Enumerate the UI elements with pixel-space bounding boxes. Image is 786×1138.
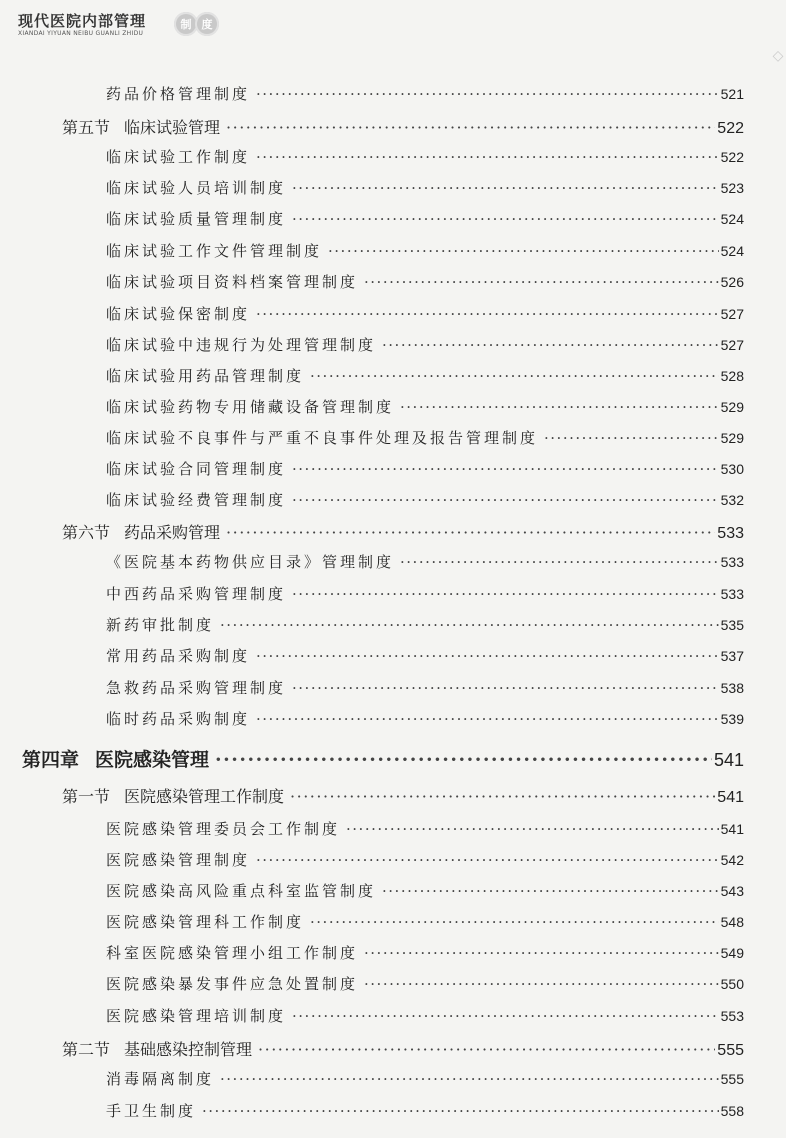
toc-page-number: 528 [720, 368, 744, 384]
toc-title-text: 手卫生制度 [106, 1102, 197, 1120]
toc-title [62, 784, 284, 807]
toc-section-heading [62, 115, 744, 138]
toc-page-number: 527 [720, 337, 744, 353]
dot-leader [202, 1102, 719, 1120]
toc-page-number: 530 [720, 461, 744, 477]
toc-title [106, 240, 322, 261]
toc-title [106, 973, 358, 994]
toc-page-number: 549 [720, 945, 744, 961]
toc-number: 第六节 [62, 523, 111, 542]
toc-page-number: 541 [717, 789, 744, 806]
toc-entry [106, 614, 744, 635]
toc-title [106, 645, 250, 666]
toc-entry [106, 396, 744, 417]
toc-title [106, 458, 286, 479]
toc-number: 第二节 [62, 1040, 111, 1059]
toc-title [106, 334, 376, 355]
toc-entry [106, 583, 744, 604]
dot-leader [364, 975, 719, 993]
toc-entry [106, 677, 744, 698]
toc-page-number: 522 [720, 149, 744, 165]
book-title: 现代医院内部管理 [18, 12, 147, 30]
toc-title [22, 745, 209, 772]
toc-title [106, 208, 286, 229]
toc-title [106, 1005, 286, 1026]
toc-page-number: 542 [720, 852, 744, 868]
toc-title [106, 1068, 214, 1089]
toc-entry [106, 551, 744, 572]
toc-title-text: 科室医院感染管理小组工作制度 [106, 944, 359, 962]
toc-entry [106, 1100, 744, 1121]
toc-entry [106, 1068, 744, 1089]
toc-title-text: 临床试验中违规行为处理管理制度 [106, 336, 377, 354]
toc-title-text: 临床试验人员培训制度 [106, 179, 287, 197]
toc-title [62, 1037, 252, 1060]
toc-title-text: 《医院基本药物供应目录》管理制度 [106, 553, 395, 571]
toc-entry [106, 489, 744, 510]
toc-title-text: 临床试验保密制度 [106, 305, 251, 323]
toc-page-number: 529 [720, 430, 744, 446]
toc-title-text: 临床试验药物专用储藏设备管理制度 [106, 398, 395, 416]
toc-page-number: 543 [720, 883, 744, 899]
toc-title-text: 医院感染管理制度 [106, 851, 251, 869]
toc-section-heading [62, 520, 744, 543]
dot-leader [364, 273, 719, 291]
toc-entry [106, 911, 744, 932]
toc-title [106, 271, 358, 292]
dot-leader [292, 491, 719, 509]
toc-title-text: 临床试验工作制度 [106, 148, 251, 166]
toc-entry [106, 880, 744, 901]
dot-leader [292, 210, 719, 228]
toc-entry [106, 177, 744, 198]
toc-title [62, 520, 220, 543]
dot-leader [292, 460, 719, 478]
toc-title [106, 849, 250, 870]
dot-leader [382, 336, 719, 354]
dot-leader [256, 647, 719, 665]
toc-page-number: 523 [720, 180, 744, 196]
dot-leader [256, 85, 719, 103]
toc-entry [106, 973, 744, 994]
toc-title-text: 医院感染管理 [95, 749, 210, 771]
dot-leader [292, 585, 719, 603]
toc-page-number: 522 [717, 120, 744, 137]
toc-entry [106, 849, 744, 870]
toc-number: 第五节 [62, 118, 111, 137]
toc-title-text: 中西药品采购管理制度 [106, 585, 287, 603]
toc-page-number: 553 [720, 1008, 744, 1024]
toc-page-number: 537 [720, 648, 744, 664]
dot-leader [256, 305, 719, 323]
series-badges [174, 12, 216, 36]
corner-mark-icon: ◇ [772, 48, 784, 64]
dot-leader [310, 367, 719, 385]
toc-title [106, 583, 286, 604]
toc-page-number: 538 [720, 680, 744, 696]
toc-title-text: 临床试验工作文件管理制度 [106, 242, 323, 260]
toc-page-number: 533 [720, 586, 744, 602]
dot-leader [400, 553, 719, 571]
dot-leader [226, 523, 715, 542]
toc-title [106, 677, 286, 698]
dot-leader [256, 710, 719, 728]
dot-leader [292, 679, 719, 697]
toc-page-number: 521 [720, 86, 744, 102]
toc-entry [106, 208, 744, 229]
toc-page-number: 558 [720, 1103, 744, 1119]
toc-page-number: 535 [720, 617, 744, 633]
series-badge-2: 度 [195, 12, 219, 36]
toc-title-text: 新药审批制度 [106, 616, 215, 634]
toc-title-text: 临床试验不良事件与严重不良事件处理及报告管理制度 [106, 429, 539, 447]
toc-entry [106, 240, 744, 261]
toc-title-text: 基础感染控制管理 [124, 1040, 253, 1059]
toc-title-text: 医院感染管理委员会工作制度 [106, 820, 341, 838]
toc-page-number: 533 [720, 554, 744, 570]
toc-number: 第四章 [22, 749, 80, 771]
toc-title-text: 医院感染管理工作制度 [124, 787, 285, 806]
toc-title [62, 115, 220, 138]
toc-entry [106, 708, 744, 729]
toc-title [106, 396, 394, 417]
toc-entry [106, 271, 744, 292]
toc-title [106, 365, 304, 386]
toc-page-number: 548 [720, 914, 744, 930]
toc-title-text: 药品价格管理制度 [106, 85, 251, 103]
toc-page-number: 526 [720, 274, 744, 290]
toc-title-text: 医院感染暴发事件应急处置制度 [106, 975, 359, 993]
toc-entry [106, 303, 744, 324]
dot-leader [364, 944, 719, 962]
toc-entry [106, 365, 744, 386]
toc-title-text: 临床试验用药品管理制度 [106, 367, 305, 385]
toc-title [106, 1100, 196, 1121]
toc-page-number: 524 [720, 211, 744, 227]
toc-entry [106, 146, 744, 167]
toc-title [106, 177, 286, 198]
toc-title-text: 临床试验项目资料档案管理制度 [106, 273, 359, 291]
toc-entry [106, 942, 744, 963]
toc-number: 第一节 [62, 787, 111, 806]
toc-title-text: 临床试验管理 [124, 118, 221, 137]
dot-leader [382, 882, 719, 900]
toc-page-number: 532 [720, 492, 744, 508]
toc-section-heading [62, 1037, 744, 1060]
toc-title [106, 303, 250, 324]
book-title-pinyin: XIANDAI YIYUAN NEIBU GUANLI ZHIDU [18, 30, 144, 37]
dot-leader [220, 1070, 719, 1088]
toc-entry [106, 334, 744, 355]
series-badge-1: 制 [174, 12, 198, 36]
toc-title [106, 880, 376, 901]
toc-entry [106, 818, 744, 839]
toc-entry [106, 1005, 744, 1026]
toc-title [106, 911, 304, 932]
dot-leader [215, 749, 712, 771]
toc-title-text: 临床试验质量管理制度 [106, 210, 287, 228]
toc-title-text: 常用药品采购制度 [106, 647, 251, 665]
toc-title-text: 临时药品采购制度 [106, 710, 251, 728]
toc-entry [106, 645, 744, 666]
toc-title [106, 708, 250, 729]
toc-title-text: 急救药品采购管理制度 [106, 679, 287, 697]
dot-leader [292, 179, 719, 197]
toc-title [106, 427, 538, 448]
toc-title [106, 551, 394, 572]
toc-page-number: 524 [720, 243, 744, 259]
toc-title-text: 临床试验合同管理制度 [106, 460, 287, 478]
toc-page-number: 533 [717, 525, 744, 542]
toc-entry [106, 83, 744, 104]
toc-title [106, 83, 250, 104]
dot-leader [310, 913, 719, 931]
toc-title [106, 818, 340, 839]
dot-leader [544, 429, 719, 447]
toc-page-number: 541 [713, 750, 744, 770]
toc-page-number: 555 [717, 1042, 744, 1059]
dot-leader [400, 398, 719, 416]
toc-entry [106, 458, 744, 479]
dot-leader [290, 787, 715, 806]
dot-leader [328, 242, 719, 260]
toc-page-number: 529 [720, 399, 744, 415]
toc-page-number: 527 [720, 306, 744, 322]
toc-title [106, 146, 250, 167]
toc-title [106, 489, 286, 510]
dot-leader [258, 1040, 715, 1059]
toc-chapter-heading [22, 745, 744, 772]
toc-title-text: 消毒隔离制度 [106, 1070, 215, 1088]
dot-leader [256, 148, 719, 166]
dot-leader [346, 820, 719, 838]
toc-title-text: 药品采购管理 [124, 523, 221, 542]
toc-title [106, 614, 214, 635]
toc-page-number: 541 [720, 821, 744, 837]
toc-title-text: 医院感染管理科工作制度 [106, 913, 305, 931]
dot-leader [226, 118, 715, 137]
toc-page-number: 555 [720, 1071, 744, 1087]
toc-page-number: 550 [720, 976, 744, 992]
dot-leader [220, 616, 719, 634]
toc-entry [106, 427, 744, 448]
dot-leader [256, 851, 719, 869]
toc-section-heading [62, 784, 744, 807]
toc-page-number: 539 [720, 711, 744, 727]
toc-title-text: 临床试验经费管理制度 [106, 491, 287, 509]
toc-title-text: 医院感染高风险重点科室监管制度 [106, 882, 377, 900]
dot-leader [292, 1007, 719, 1025]
toc-title [106, 942, 358, 963]
toc-title-text: 医院感染管理培训制度 [106, 1007, 287, 1025]
